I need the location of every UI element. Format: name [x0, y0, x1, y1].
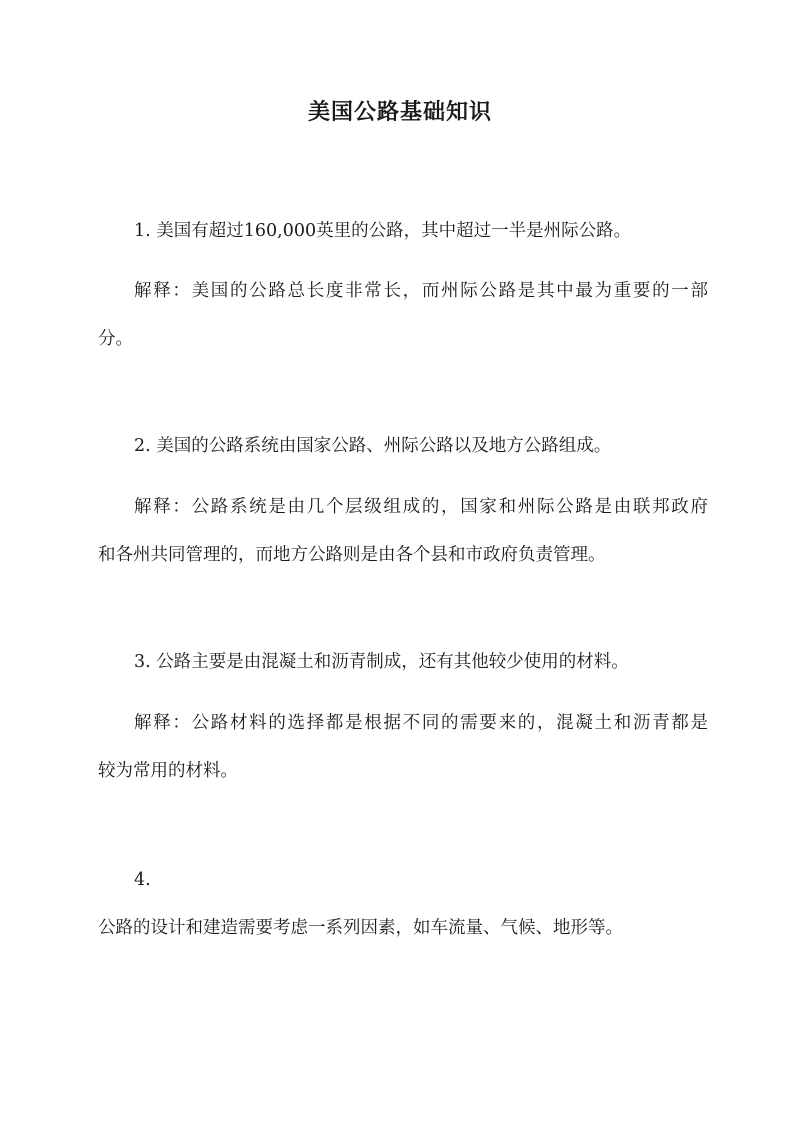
item-2-explanation-line-2: 和各州共同管理的，而地方公路则是由各个县和市政府负责管理。 [98, 545, 606, 565]
item-1-explanation-line-2: 分。 [98, 329, 133, 349]
page-title: 美国公路基础知识 [307, 99, 492, 125]
item-4-statement: 公路的设计和建造需要考虑一系列因素，如车流量、气候、地形等。 [98, 918, 623, 938]
item-3-explanation-line-2: 较为常用的材料。 [98, 761, 238, 781]
item-3-explanation-line-1: 解释：公路材料的选择都是根据不同的需要来的，混凝土和沥青都是 [134, 713, 708, 733]
item-2-statement: 2. 美国的公路系统由国家公路、州际公路以及地方公路组成。 [134, 436, 612, 456]
item-4-number: 4. [134, 870, 151, 890]
item-2-explanation-line-1: 解释：公路系统是由几个层级组成的，国家和州际公路是由联邦政府 [134, 497, 708, 517]
item-1-explanation-line-1: 解释：美国的公路总长度非常长，而州际公路是其中最为重要的一部 [134, 281, 708, 301]
item-3-statement: 3. 公路主要是由混凝土和沥青制成，还有其他较少使用的材料。 [134, 652, 629, 672]
item-1-statement: 1. 美国有超过160,000英里的公路，其中超过一半是州际公路。 [134, 221, 632, 241]
